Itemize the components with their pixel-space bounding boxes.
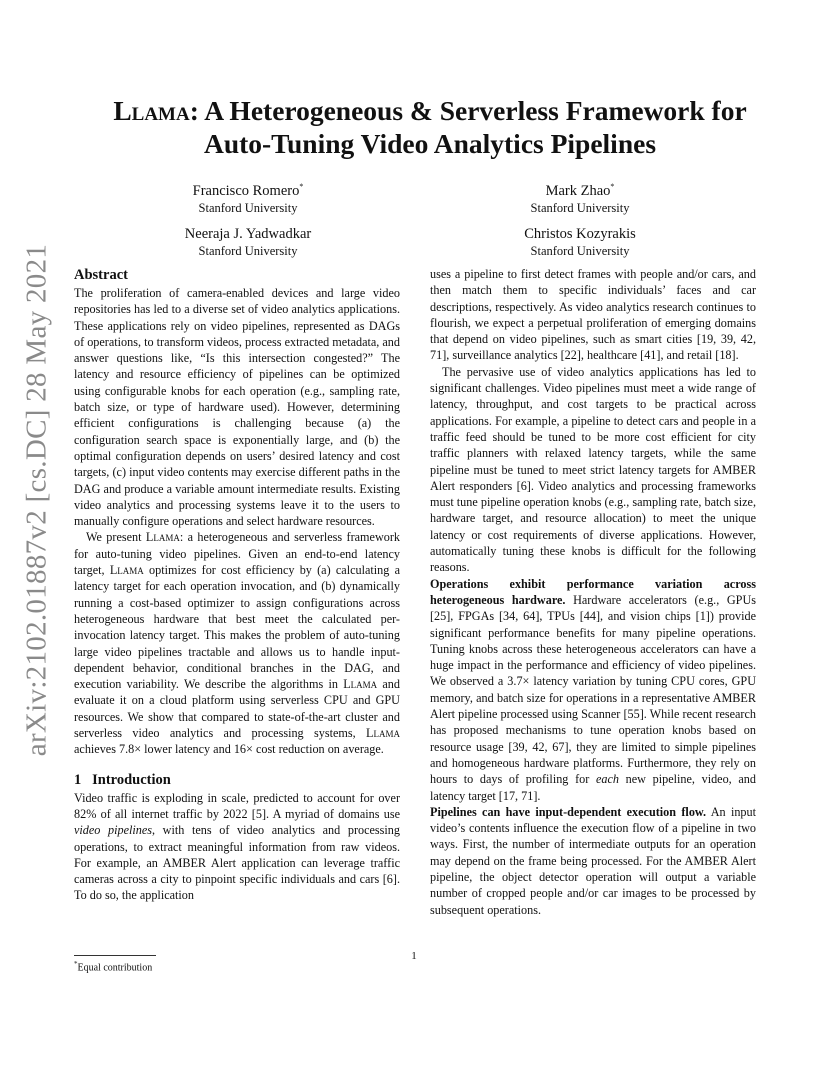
title-line2: Auto-Tuning Video Analytics Pipelines xyxy=(203,128,657,159)
author-mark: * xyxy=(610,182,615,191)
arxiv-stamp-text: arXiv:2102.01887v2 [cs.DC] 28 May 2021 xyxy=(20,243,53,757)
intro-paragraph: Video traffic is exploding in scale, predicted to account for over 82% of all internet traffic by 2022 [5]. A myriad of domains use video pipelines, with tens of video analytics and processing operations, to extract meaningful information from raw videos. For example, an AMBER Alert application can leverage traffic cameras across a city to pinpoint specific individuals and cars [6]. To do so, the application xyxy=(74,790,400,903)
section-heading: 1 Introduction xyxy=(74,771,171,788)
abstract-paragraph: The proliferation of camera-enabled devices and large video repositories has led to a diverse set of video analytics applications. These applications rely on video pipelines, represented as DAGs of operations, to transform videos, process extracted metadata, and answer questions like, “Is this intersection congested?” The latency and resource efficiency of pipelines can be optimized using configurable knobs for each operation (e.g., sampling rate, batch size, or type of hardware used). However, determining efficient configurations is challenging because (a) the configuration search space is exponentially large, and (b) the optimal configuration depends on users’ desired latency and cost targets, (c) input video contents may exercise different paths in the DAG and produce a variable amount intermediate results. Existing video analytics and processing systems leave it to the users to manually configure operations and select hardware resources. xyxy=(74,286,400,529)
author-affiliation: Stanford University xyxy=(198,200,298,215)
author-name: Francisco Romero xyxy=(192,182,300,199)
body-paragraph: Pipelines can have input-dependent execution flow. An input video’s contents influence the execution flow of a pipeline in two ways. First, the number of intermediate outputs for an operation may depend on the frame being processed. For the AMBER Alert pipeline, the object detector operation will output a variable number of cropped people and/or car images to be processed by subsequent operations. xyxy=(430,804,756,917)
author-block xyxy=(118,225,378,259)
page-number: 1 xyxy=(411,950,417,962)
title-line1-rest: : A Heterogeneous & Serverless Framework for xyxy=(189,95,747,126)
paper-title xyxy=(90,94,770,160)
abstract-paragraph: We present Llama: a heterogeneous and serverless framework for auto-tuning video pipelines. Given an end-to-end latency target, Llama optimizes for cost efficiency by (a) calculating a latency target for each operation invocation, and (b) dynamically running a cost-based optimizer to assign configurations across heterogeneous hardware that best meet the calculated per-invocation latency target. This makes the problem of auto-tuning large video pipelines tractable and allows us to handle input-dependent behavior, conditional branches in the DAG, and execution variability. We describe the algorithms in Llama and evaluate it on a cloud platform using serverless CPU and GPU resources. We show that compared to state-of-the-art cluster and serverless video analytics and processing systems, Llama achieves 7.8× lower latency and 16× cost reduction on average. xyxy=(74,530,400,757)
author-block xyxy=(450,225,710,259)
author-affiliation: Stanford University xyxy=(198,244,298,258)
author-affiliation: Stanford University xyxy=(530,200,630,215)
left-column xyxy=(74,265,400,904)
body-paragraph: The pervasive use of video analytics applications has led to significant challenges. Video pipelines must meet a wide range of latency, throughput, and cost targets to be practical across applications. For example, a pipeline to detect cars and people in a traffic feed should be tuned to be more cost efficient for city traffic planners with relaxed latency targets, while the same pipeline must be tuned to meet strict latency targets for AMBER Alert responders [6]. Video analytics and processing frameworks must tune pipeline operation knobs (e.g., sampling rate, batch size, hardware target, and resource allocation) to meet the unique latency or cost requirements of diverse applications. However, automatically tuning these knobs is difficult for the following reasons. xyxy=(430,364,756,575)
author-block xyxy=(450,178,710,216)
author-name: Christos Kozyrakis xyxy=(524,226,636,242)
arxiv-identifier-stamp xyxy=(14,240,60,760)
footnote: *Equal contribution xyxy=(74,960,153,974)
author-name: Mark Zhao xyxy=(545,182,611,199)
author-name: Neeraja J. Yadwadkar xyxy=(184,226,312,242)
body-paragraph: Operations exhibit performance variation across heterogeneous hardware. Hardware accelerators (e.g., GPUs [25], FPGAs [34, 64], TPUs [44], and vision chips [1]) provide significant performance benefits for many pipeline operations. Tuning knobs across these heterogeneous accelerators can have a huge impact in the performance and efficiency of video pipelines. We observed a 3.7× latency variation by tuning CPU cores, GPU memory, and batch size for operations in a representative AMBER Alert pipeline processed using Scanner [55]. While recent research has proposed mechanisms to tune operation knobs based on resource usage [39, 42, 67], they are limited to simple pipelines and homogeneous hardware platforms. Furthermore, they rely on hours to days of profiling for each new pipeline, video, and latency target [17, 71]. xyxy=(430,576,756,803)
body-paragraph: uses a pipeline to first detect frames with people and/or cars, and then match them to specific individuals’ faces and car descriptions, respectively. As video analytics research continues to flourish, we expect a perpetual proliferation of emerging domains that depend on video pipelines, such as smart cities [19, 39, 42, 71], surveillance analytics [22], healthcare [41], and retail [18]. xyxy=(430,267,756,363)
right-column xyxy=(430,266,756,918)
abstract-heading: Abstract xyxy=(74,267,128,283)
author-mark: * xyxy=(299,182,304,191)
author-affiliation: Stanford University xyxy=(530,244,630,258)
author-block xyxy=(118,178,378,216)
system-name: Llama xyxy=(113,95,190,126)
